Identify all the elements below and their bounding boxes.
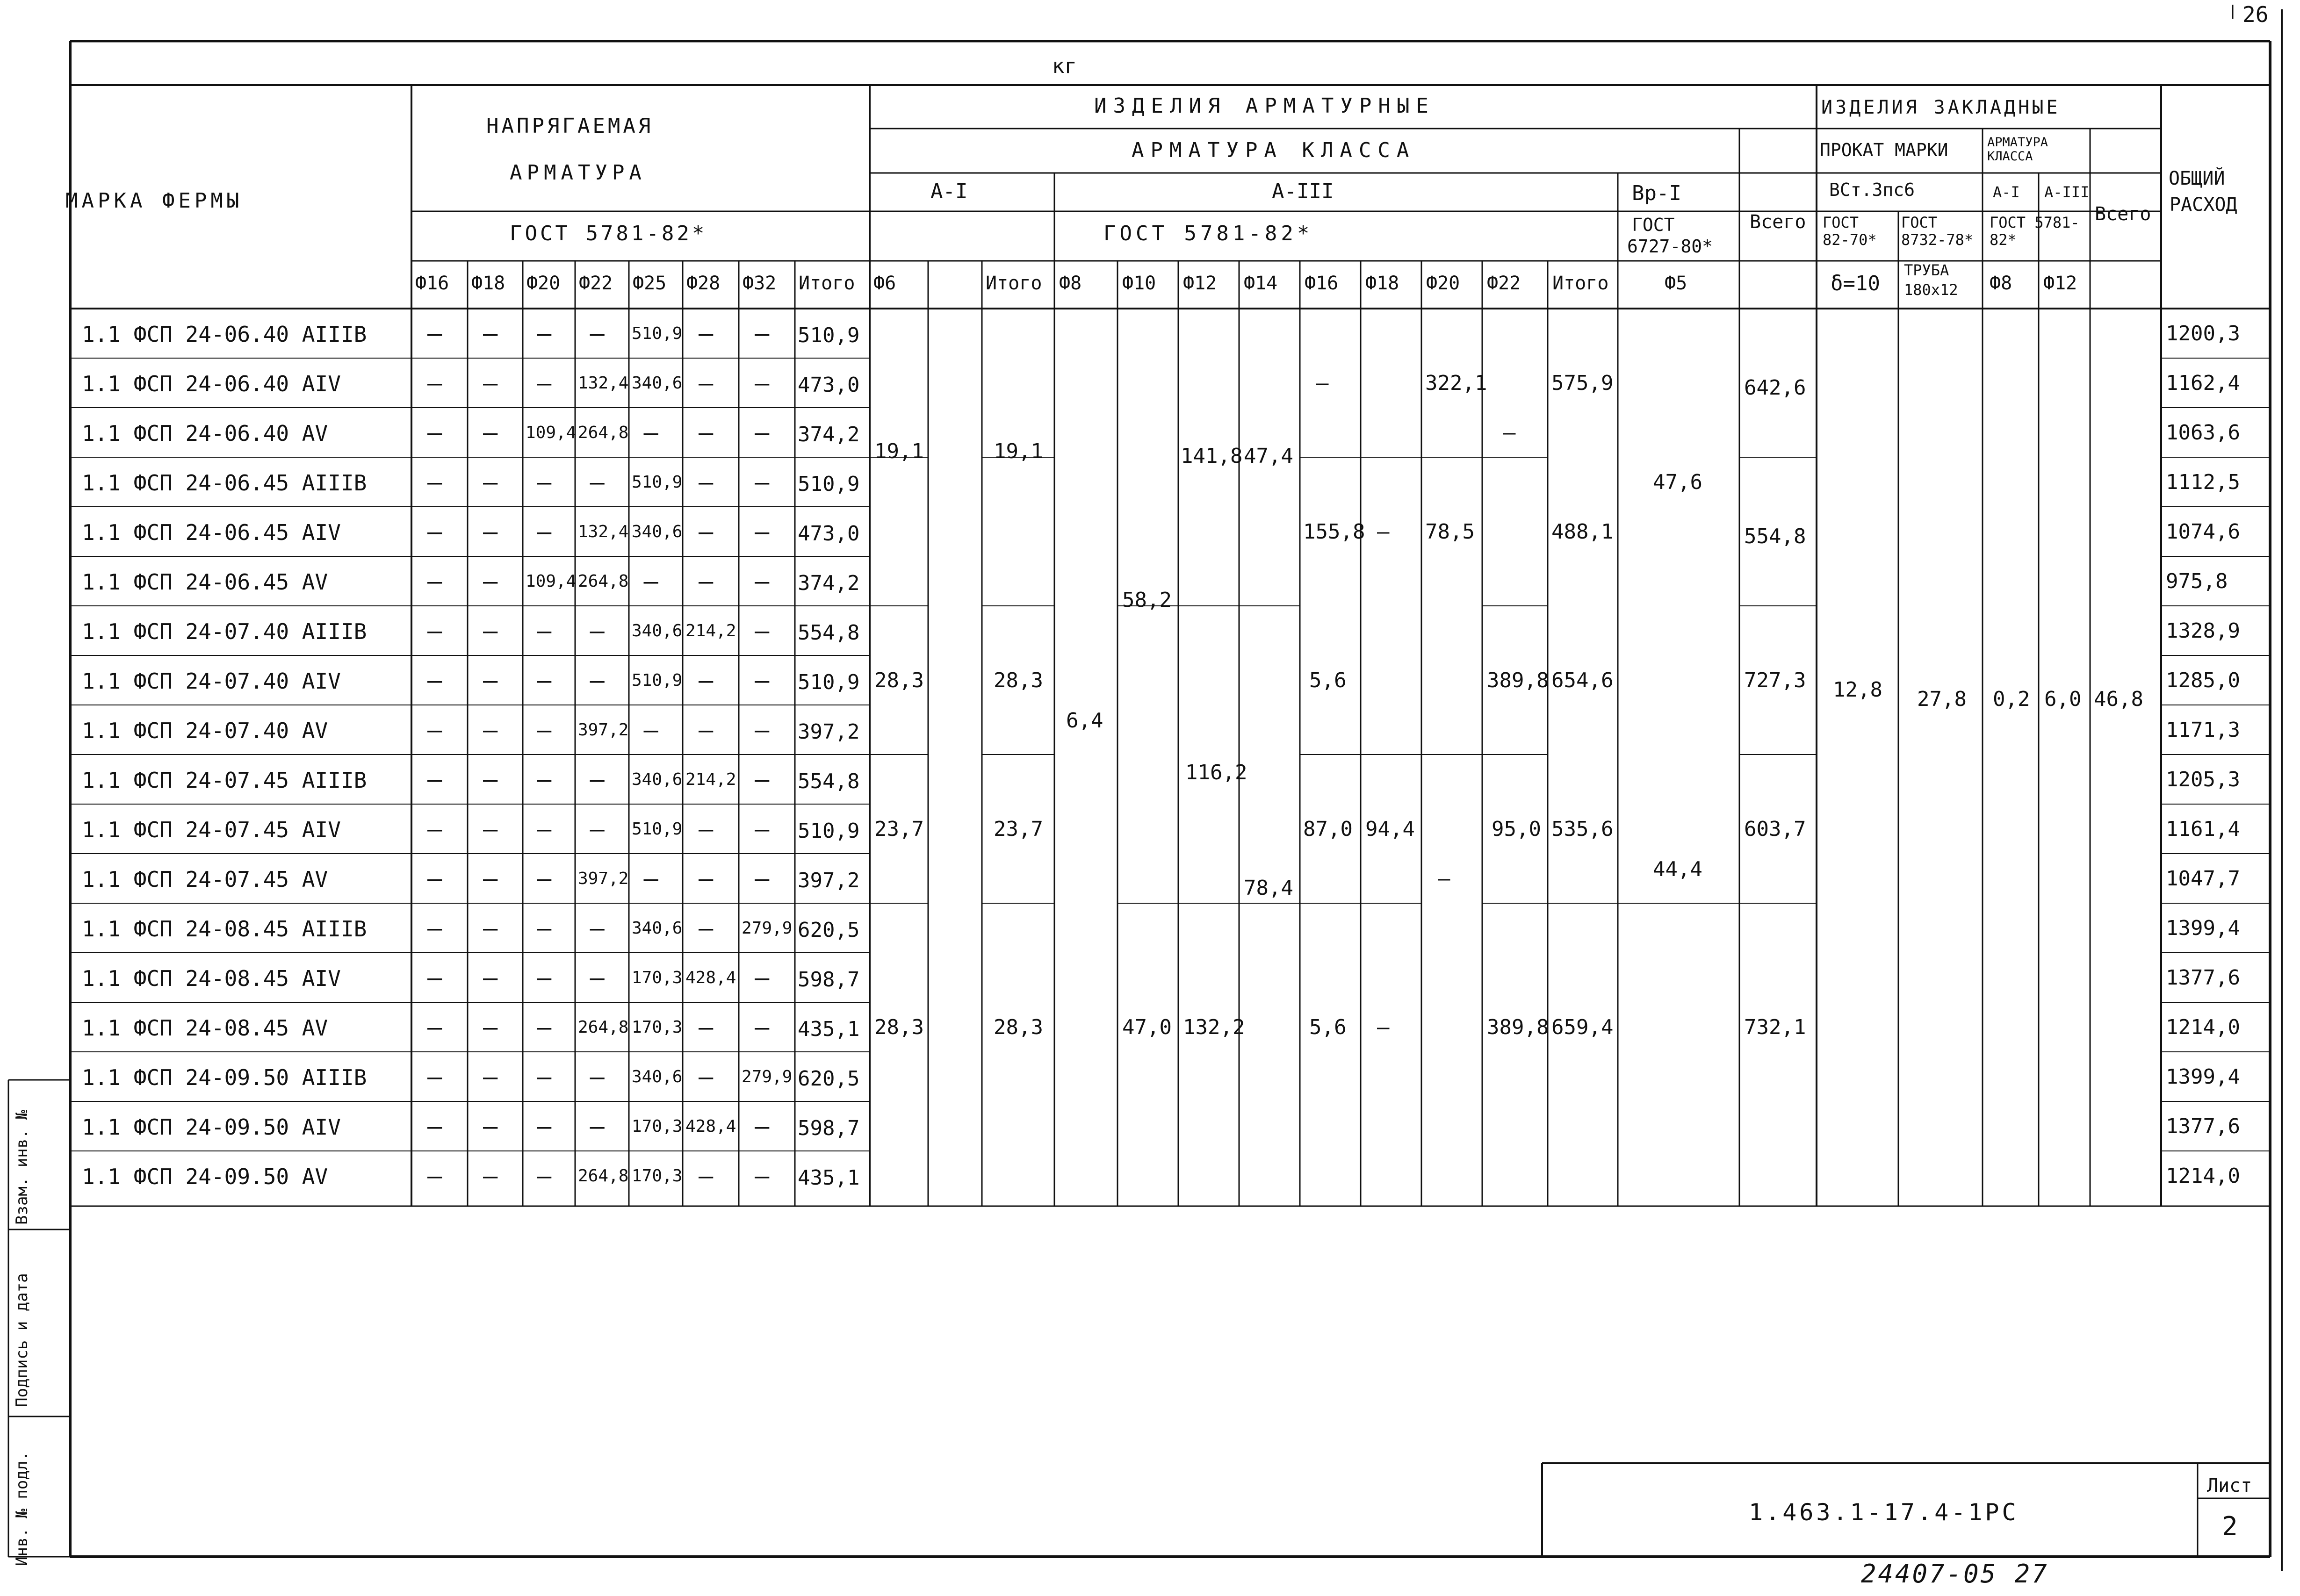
header-bp-gost-2: 6727-80* [1627, 236, 1713, 257]
row-brand: 1.1 ФСП 24-08.45 АV [82, 1015, 328, 1041]
sheet-no: 2 [2222, 1511, 2238, 1542]
cell-prestressed: — [483, 419, 498, 447]
header-total-all: Всего [1750, 211, 1806, 233]
header-emb-total: Всего [2095, 203, 2151, 225]
cell-prestressed: 340,6 [632, 621, 683, 640]
row-brand: 1.1 ФСП 24-07.45 АIV [82, 817, 341, 842]
cell-prestressed: 554,8 [798, 621, 860, 645]
col-header-emb-a1: Ф8 [1990, 273, 2012, 294]
cell-a1-f6: 23,7 [874, 817, 924, 841]
cell-prestressed: — [755, 667, 770, 695]
cell-prestressed: — [483, 369, 498, 397]
cell-prestressed: — [537, 865, 552, 893]
cell-a3-f22: — [1503, 421, 1516, 445]
col-header-prestressed: Ф32 [743, 273, 777, 294]
row-total: 1377,6 [2166, 966, 2240, 990]
cell-a3-f8: 6,4 [1066, 709, 1103, 733]
cell-prestressed: — [483, 964, 498, 992]
cell-prestressed: — [427, 1063, 442, 1091]
cell-prestressed: 170,3 [632, 1117, 683, 1136]
cell-prestressed: — [537, 1014, 552, 1042]
cell-prestressed: — [427, 369, 442, 397]
cell-emb-a3: 6,0 [2044, 687, 2082, 711]
cell-prestressed: 279,9 [742, 1067, 793, 1086]
cell-rebar-total: 603,7 [1744, 817, 1806, 841]
cell-prestressed: — [427, 766, 442, 794]
cell-a3-total: 659,4 [1551, 1015, 1614, 1039]
col-header-prestressed: Ф20 [526, 273, 561, 294]
cell-prestressed: 214,2 [685, 770, 736, 789]
cell-prestressed: — [427, 914, 442, 942]
cell-prestressed: — [755, 419, 770, 447]
header-pipe-1: ТРУБА [1904, 261, 1949, 279]
cell-a1-total: 28,3 [994, 669, 1043, 692]
cell-prestressed: — [537, 369, 552, 397]
cell-prestressed: 510,9 [798, 472, 860, 496]
cell-prestressed: — [483, 766, 498, 794]
sidebar-swap-inv: Взам. инв. № [13, 1110, 31, 1225]
row-total: 1171,3 [2166, 718, 2240, 742]
cell-prestressed: 510,9 [798, 670, 860, 694]
cell-prestressed: 428,4 [685, 968, 736, 987]
header-rebar-products: ИЗДЕЛИЯ АРМАТУРНЫЕ [1094, 94, 1435, 118]
col-header-prestressed: Итого [799, 273, 855, 294]
row-total: 1074,6 [2166, 520, 2240, 544]
row-total: 975,8 [2166, 569, 2228, 593]
cell-prestressed: 340,6 [632, 522, 683, 541]
cell-prestressed: — [537, 1113, 552, 1141]
cell-prestressed: — [483, 617, 498, 645]
cell-prestressed: — [699, 815, 714, 843]
row-total: 1047,7 [2166, 867, 2240, 891]
cell-prestressed: 428,4 [685, 1117, 736, 1136]
cell-prestressed: 109,4 [526, 572, 577, 591]
cell-prestressed: — [699, 667, 714, 695]
cell-prestressed: 554,8 [798, 769, 860, 793]
cell-prestressed: 510,9 [798, 819, 860, 843]
cell-prestressed: — [537, 1162, 552, 1190]
cell-prestressed: — [699, 320, 714, 348]
cell-a3-f22: 389,8 [1487, 669, 1549, 692]
row-total: 1377,6 [2166, 1114, 2240, 1138]
cell-prestressed: — [537, 766, 552, 794]
cell-prestressed: — [755, 369, 770, 397]
cell-prestressed: — [590, 1063, 605, 1091]
cell-prestressed: — [427, 1162, 442, 1190]
cell-a3-f10: 58,2 [1122, 588, 1172, 612]
cell-prestressed: 510,9 [632, 324, 683, 343]
cell-prestressed: — [427, 320, 442, 348]
cell-prestressed: 510,9 [632, 820, 683, 839]
col-header-emb-a3: Ф12 [2043, 273, 2077, 294]
header-rebar-class: АРМАТУРА КЛАССА [1132, 138, 1416, 162]
cell-prestressed: — [699, 914, 714, 942]
header-class-bp1: Вр-I [1632, 181, 1681, 205]
col-header-prestressed: Ф25 [633, 273, 667, 294]
cell-a1-f6: 28,3 [874, 1015, 924, 1039]
cell-emb-pipe: 27,8 [1917, 687, 1967, 711]
cell-prestressed: — [537, 667, 552, 695]
cell-prestressed: 397,2 [578, 869, 629, 888]
header-emb-a1: А-I [1993, 183, 2020, 201]
cell-prestressed: — [483, 1063, 498, 1091]
row-brand: 1.1 ФСП 24-07.45 АV [82, 867, 328, 892]
row-total: 1399,4 [2166, 1065, 2240, 1089]
cell-a1-total: 19,1 [994, 439, 1043, 463]
cell-prestressed: 340,6 [632, 770, 683, 789]
cell-prestressed: 435,1 [798, 1017, 860, 1041]
unit-label: кг [1052, 54, 1077, 78]
cell-prestressed: — [755, 617, 770, 645]
sidebar-inv-orig: Инв. № подл. [13, 1451, 31, 1566]
col-header-a3: Ф22 [1487, 273, 1521, 294]
cell-prestressed: — [537, 716, 552, 744]
cell-prestressed: — [427, 667, 442, 695]
cell-a3-f18: 94,4 [1365, 817, 1415, 841]
row-total: 1161,4 [2166, 817, 2240, 841]
header-prestressed-2: АРМАТУРА [510, 161, 646, 185]
cell-prestressed: — [755, 1162, 770, 1190]
header-pipe-2: 180х12 [1904, 281, 1958, 299]
cell-prestressed: — [537, 815, 552, 843]
header-embedded: ИЗДЕЛИЯ ЗАКЛАДНЫЕ [1821, 97, 2061, 118]
cell-prestressed: — [699, 716, 714, 744]
cell-prestressed: — [699, 468, 714, 496]
cell-prestressed: — [590, 468, 605, 496]
cell-prestressed: — [537, 617, 552, 645]
cell-prestressed: — [755, 865, 770, 893]
header-emb-a3: А-III [2044, 183, 2090, 201]
cell-prestressed: 340,6 [632, 1067, 683, 1086]
cell-prestressed: — [755, 568, 770, 596]
col-header-a3: Ф10 [1122, 273, 1156, 294]
cell-prestressed: — [427, 964, 442, 992]
row-brand: 1.1 ФСП 24-09.50 АV [82, 1164, 328, 1189]
cell-a3-f22: 389,8 [1487, 1015, 1549, 1039]
header-class-a3: А-III [1272, 180, 1334, 203]
cell-prestressed: — [537, 964, 552, 992]
row-brand: 1.1 ФСП 24-08.45 АIIIВ [82, 916, 367, 942]
header-class-a1: А-I [930, 180, 968, 203]
cell-prestressed: — [537, 320, 552, 348]
row-brand: 1.1 ФСП 24-06.45 АIV [82, 520, 341, 545]
cell-prestressed: 397,2 [578, 720, 629, 740]
cell-a3-f14: 78,4 [1244, 876, 1293, 900]
cell-a3-f20: 322,1 [1425, 371, 1487, 395]
row-total: 1285,0 [2166, 669, 2240, 692]
cell-prestressed: — [427, 617, 442, 645]
cell-prestressed: — [755, 1014, 770, 1042]
cell-a3-f20: 78,5 [1425, 520, 1475, 544]
row-total: 1162,4 [2166, 371, 2240, 395]
cell-a3-f16: 87,0 [1303, 817, 1353, 841]
cell-prestressed: — [537, 1063, 552, 1091]
cell-prestressed: 620,5 [798, 918, 860, 942]
cell-prestressed: 620,5 [798, 1067, 860, 1091]
cell-a3-f10: 47,0 [1122, 1015, 1172, 1039]
header-brand: МАРКА ФЕРМЫ [65, 189, 243, 213]
cell-prestressed: 397,2 [798, 720, 860, 744]
cell-prestressed: — [643, 865, 658, 893]
cell-emb-sheet: 12,8 [1833, 678, 1882, 702]
cell-prestressed: 132,4 [578, 522, 629, 541]
cell-rebar-total: 642,6 [1744, 376, 1806, 400]
cell-prestressed: — [590, 320, 605, 348]
cell-prestressed: — [755, 766, 770, 794]
header-gost-82: ГОСТ 82-70* [1823, 214, 1877, 249]
cell-prestressed: — [699, 1014, 714, 1042]
col-header-prestressed: Ф22 [579, 273, 613, 294]
cell-prestressed: — [755, 964, 770, 992]
cell-a3-total: 575,9 [1551, 371, 1614, 395]
row-total: 1112,5 [2166, 470, 2240, 494]
row-brand: 1.1 ФСП 24-08.45 АIV [82, 966, 341, 991]
cell-prestressed: — [427, 716, 442, 744]
cell-prestressed: — [427, 865, 442, 893]
cell-rebar-total: 554,8 [1744, 525, 1806, 548]
cell-prestressed: — [590, 914, 605, 942]
cell-prestressed: — [483, 320, 498, 348]
header-thickness: δ=10 [1831, 272, 1880, 295]
cell-rebar-total: 727,3 [1744, 669, 1806, 692]
cell-a3-f16: 5,6 [1309, 1015, 1347, 1039]
row-brand: 1.1 ФСП 24-06.40 АIIIВ [82, 322, 367, 347]
sheet-label: Лист [2207, 1475, 2252, 1496]
cell-a3-total: 488,1 [1551, 520, 1614, 544]
cell-prestressed: — [755, 815, 770, 843]
cell-prestressed: — [699, 419, 714, 447]
cell-prestressed: 598,7 [798, 968, 860, 992]
cell-prestressed: — [755, 320, 770, 348]
cell-prestressed: — [483, 1162, 498, 1190]
cell-a1-total: 28,3 [994, 1015, 1043, 1039]
col-header-bp: Ф5 [1665, 273, 1687, 294]
cell-prestressed: — [755, 468, 770, 496]
cell-prestressed: — [483, 518, 498, 546]
cell-prestressed: 264,8 [578, 572, 629, 591]
row-brand: 1.1 ФСП 24-06.45 АV [82, 569, 328, 595]
cell-prestressed: 374,2 [798, 423, 860, 446]
cell-prestressed: 374,2 [798, 571, 860, 595]
cell-prestressed: — [483, 568, 498, 596]
cell-rebar-total: 732,1 [1744, 1015, 1806, 1039]
cell-prestressed: 435,1 [798, 1166, 860, 1190]
col-header-a3: Ф14 [1244, 273, 1278, 294]
cell-prestressed: — [427, 568, 442, 596]
col-header-prestressed: Ф16 [415, 273, 449, 294]
col-header-prestressed: Ф28 [686, 273, 721, 294]
row-brand: 1.1 ФСП 24-09.50 АIV [82, 1114, 341, 1140]
cell-prestressed: 473,0 [798, 522, 860, 546]
row-total: 1063,6 [2166, 421, 2240, 445]
cell-prestressed: 397,2 [798, 869, 860, 892]
cell-prestressed: — [537, 518, 552, 546]
cell-prestressed: — [699, 1162, 714, 1190]
cell-prestressed: — [590, 1113, 605, 1141]
cell-prestressed: — [590, 815, 605, 843]
col-header-a3: Ф8 [1059, 273, 1082, 294]
cell-a3-f12: 141,8 [1181, 444, 1243, 468]
col-header-a3: Ф16 [1305, 273, 1339, 294]
col-header-a3: Ф20 [1426, 273, 1460, 294]
col-header-a3: Ф18 [1365, 273, 1399, 294]
cell-prestressed: — [483, 865, 498, 893]
cell-a1-total: 23,7 [994, 817, 1043, 841]
cell-prestressed: — [483, 716, 498, 744]
cell-prestressed: 340,6 [632, 919, 683, 938]
header-overall-2: РАСХОД [2170, 194, 2237, 216]
cell-prestressed: — [699, 1063, 714, 1091]
cell-prestressed: 264,8 [578, 1166, 629, 1186]
row-total: 1214,0 [2166, 1015, 2240, 1039]
cell-bp-f5: 47,6 [1653, 470, 1702, 494]
cell-prestressed: — [537, 914, 552, 942]
cell-prestressed: 170,3 [632, 1166, 683, 1186]
cell-bp-f5: 44,4 [1653, 857, 1702, 881]
cell-a3-f18: — [1377, 520, 1390, 544]
header-rebar-gost: ГОСТ 5781-82* [1103, 222, 1313, 245]
col-header-a3: Итого [1552, 273, 1609, 294]
cell-prestressed: — [755, 1113, 770, 1141]
cell-prestressed: 340,6 [632, 374, 683, 393]
header-rolled-brand: ПРОКАТ МАРКИ [1820, 140, 1948, 160]
row-brand: 1.1 ФСП 24-09.50 АIIIВ [82, 1065, 367, 1090]
header-bp-gost-1: ГОСТ [1632, 215, 1675, 235]
cell-a3-f12: 132,2 [1183, 1015, 1245, 1039]
cell-a1-f6: 28,3 [874, 669, 924, 692]
cell-a3-f20: — [1438, 867, 1450, 891]
cell-prestressed: — [483, 1014, 498, 1042]
col-header-prestressed: Ф18 [471, 273, 505, 294]
row-total: 1205,3 [2166, 768, 2240, 791]
cell-prestressed: 510,9 [632, 473, 683, 492]
row-total: 1214,0 [2166, 1164, 2240, 1188]
cell-prestressed: — [590, 766, 605, 794]
row-brand: 1.1 ФСП 24-06.45 АIIIВ [82, 470, 367, 496]
cell-a3-f18: — [1377, 1015, 1390, 1039]
cell-prestressed: — [755, 518, 770, 546]
cell-prestressed: 214,2 [685, 621, 736, 640]
header-steel: ВСт.3пс6 [1829, 180, 1915, 200]
header-prestressed-1: НАПРЯГАЕМАЯ [486, 114, 654, 138]
cell-prestressed: 132,4 [578, 374, 629, 393]
cell-a1-f6: 19,1 [874, 439, 924, 463]
header-prestressed-gost: ГОСТ 5781-82* [510, 222, 707, 245]
cell-prestressed: — [427, 1014, 442, 1042]
header-emb-gost: ГОСТ 5781-82* [1990, 214, 2080, 249]
row-brand: 1.1 ФСП 24-07.45 АIIIВ [82, 768, 367, 793]
row-brand: 1.1 ФСП 24-07.40 АIV [82, 669, 341, 694]
cell-a3-f16: 5,6 [1309, 669, 1347, 692]
cell-prestressed: 264,8 [578, 1018, 629, 1037]
cell-prestressed: — [590, 617, 605, 645]
cell-a3-f14: 47,4 [1244, 444, 1293, 468]
cell-prestressed: — [755, 716, 770, 744]
col-header-a3: Ф12 [1183, 273, 1217, 294]
cell-prestressed: 264,8 [578, 423, 629, 442]
cell-a3-f16: — [1316, 371, 1329, 395]
cell-prestressed: — [427, 1113, 442, 1141]
cell-a3-f22: 95,0 [1492, 817, 1541, 841]
cell-emb-a1: 0,2 [1993, 687, 2030, 711]
row-brand: 1.1 ФСП 24-06.40 АIV [82, 371, 341, 396]
cell-prestressed: — [699, 518, 714, 546]
row-brand: 1.1 ФСП 24-07.40 АV [82, 718, 328, 743]
cell-prestressed: — [699, 568, 714, 596]
sheet-number-top: 26 [2242, 2, 2269, 27]
cell-prestressed: 510,9 [632, 671, 683, 690]
cell-a3-f12: 116,2 [1185, 761, 1247, 784]
row-total: 1399,4 [2166, 916, 2240, 940]
cell-prestressed: — [483, 667, 498, 695]
cell-prestressed: 170,3 [632, 968, 683, 987]
cell-emb-total: 46,8 [2094, 687, 2143, 711]
footer-code: 24407-05 27 [1861, 1559, 2049, 1589]
col-header-a1: Итого [986, 273, 1042, 294]
cell-prestressed: — [590, 964, 605, 992]
cell-prestressed: — [427, 468, 442, 496]
sidebar-sign-date: Подпись и дата [13, 1273, 31, 1407]
header-overall-1: ОБЩИЙ [2169, 168, 2225, 189]
cell-prestressed: — [643, 568, 658, 596]
row-brand: 1.1 ФСП 24-07.40 АIIIВ [82, 619, 367, 644]
cell-prestressed: 170,3 [632, 1018, 683, 1037]
cell-prestressed: — [643, 716, 658, 744]
cell-prestressed: — [643, 419, 658, 447]
cell-prestressed: — [483, 914, 498, 942]
cell-prestressed: — [699, 865, 714, 893]
cell-prestressed: — [427, 815, 442, 843]
header-gost-8732: ГОСТ 8732-78* [1901, 214, 1974, 249]
cell-a3-total: 535,6 [1551, 817, 1614, 841]
cell-prestressed: 473,0 [798, 373, 860, 397]
row-total: 1328,9 [2166, 619, 2240, 643]
doc-code: 1.463.1-17.4-1РС [1749, 1499, 2019, 1526]
cell-prestressed: — [483, 815, 498, 843]
cell-prestressed: — [483, 1113, 498, 1141]
row-total: 1200,3 [2166, 322, 2240, 345]
cell-prestressed: — [427, 518, 442, 546]
cell-prestressed: — [590, 667, 605, 695]
cell-a3-total: 654,6 [1551, 669, 1614, 692]
cell-prestressed: — [483, 468, 498, 496]
cell-a3-f16: 155,8 [1303, 520, 1365, 544]
row-brand: 1.1 ФСП 24-06.40 АV [82, 421, 328, 446]
col-header-a1: Ф6 [873, 273, 896, 294]
cell-prestressed: 109,4 [526, 423, 577, 442]
cell-prestressed: — [537, 468, 552, 496]
cell-prestressed: 279,9 [742, 919, 793, 938]
cell-prestressed: 510,9 [798, 324, 860, 347]
cell-prestressed: — [699, 369, 714, 397]
header-emb-rebar-class: АРМАТУРА КЛАССА [1987, 135, 2048, 164]
cell-prestressed: 598,7 [798, 1116, 860, 1140]
cell-prestressed: — [427, 419, 442, 447]
